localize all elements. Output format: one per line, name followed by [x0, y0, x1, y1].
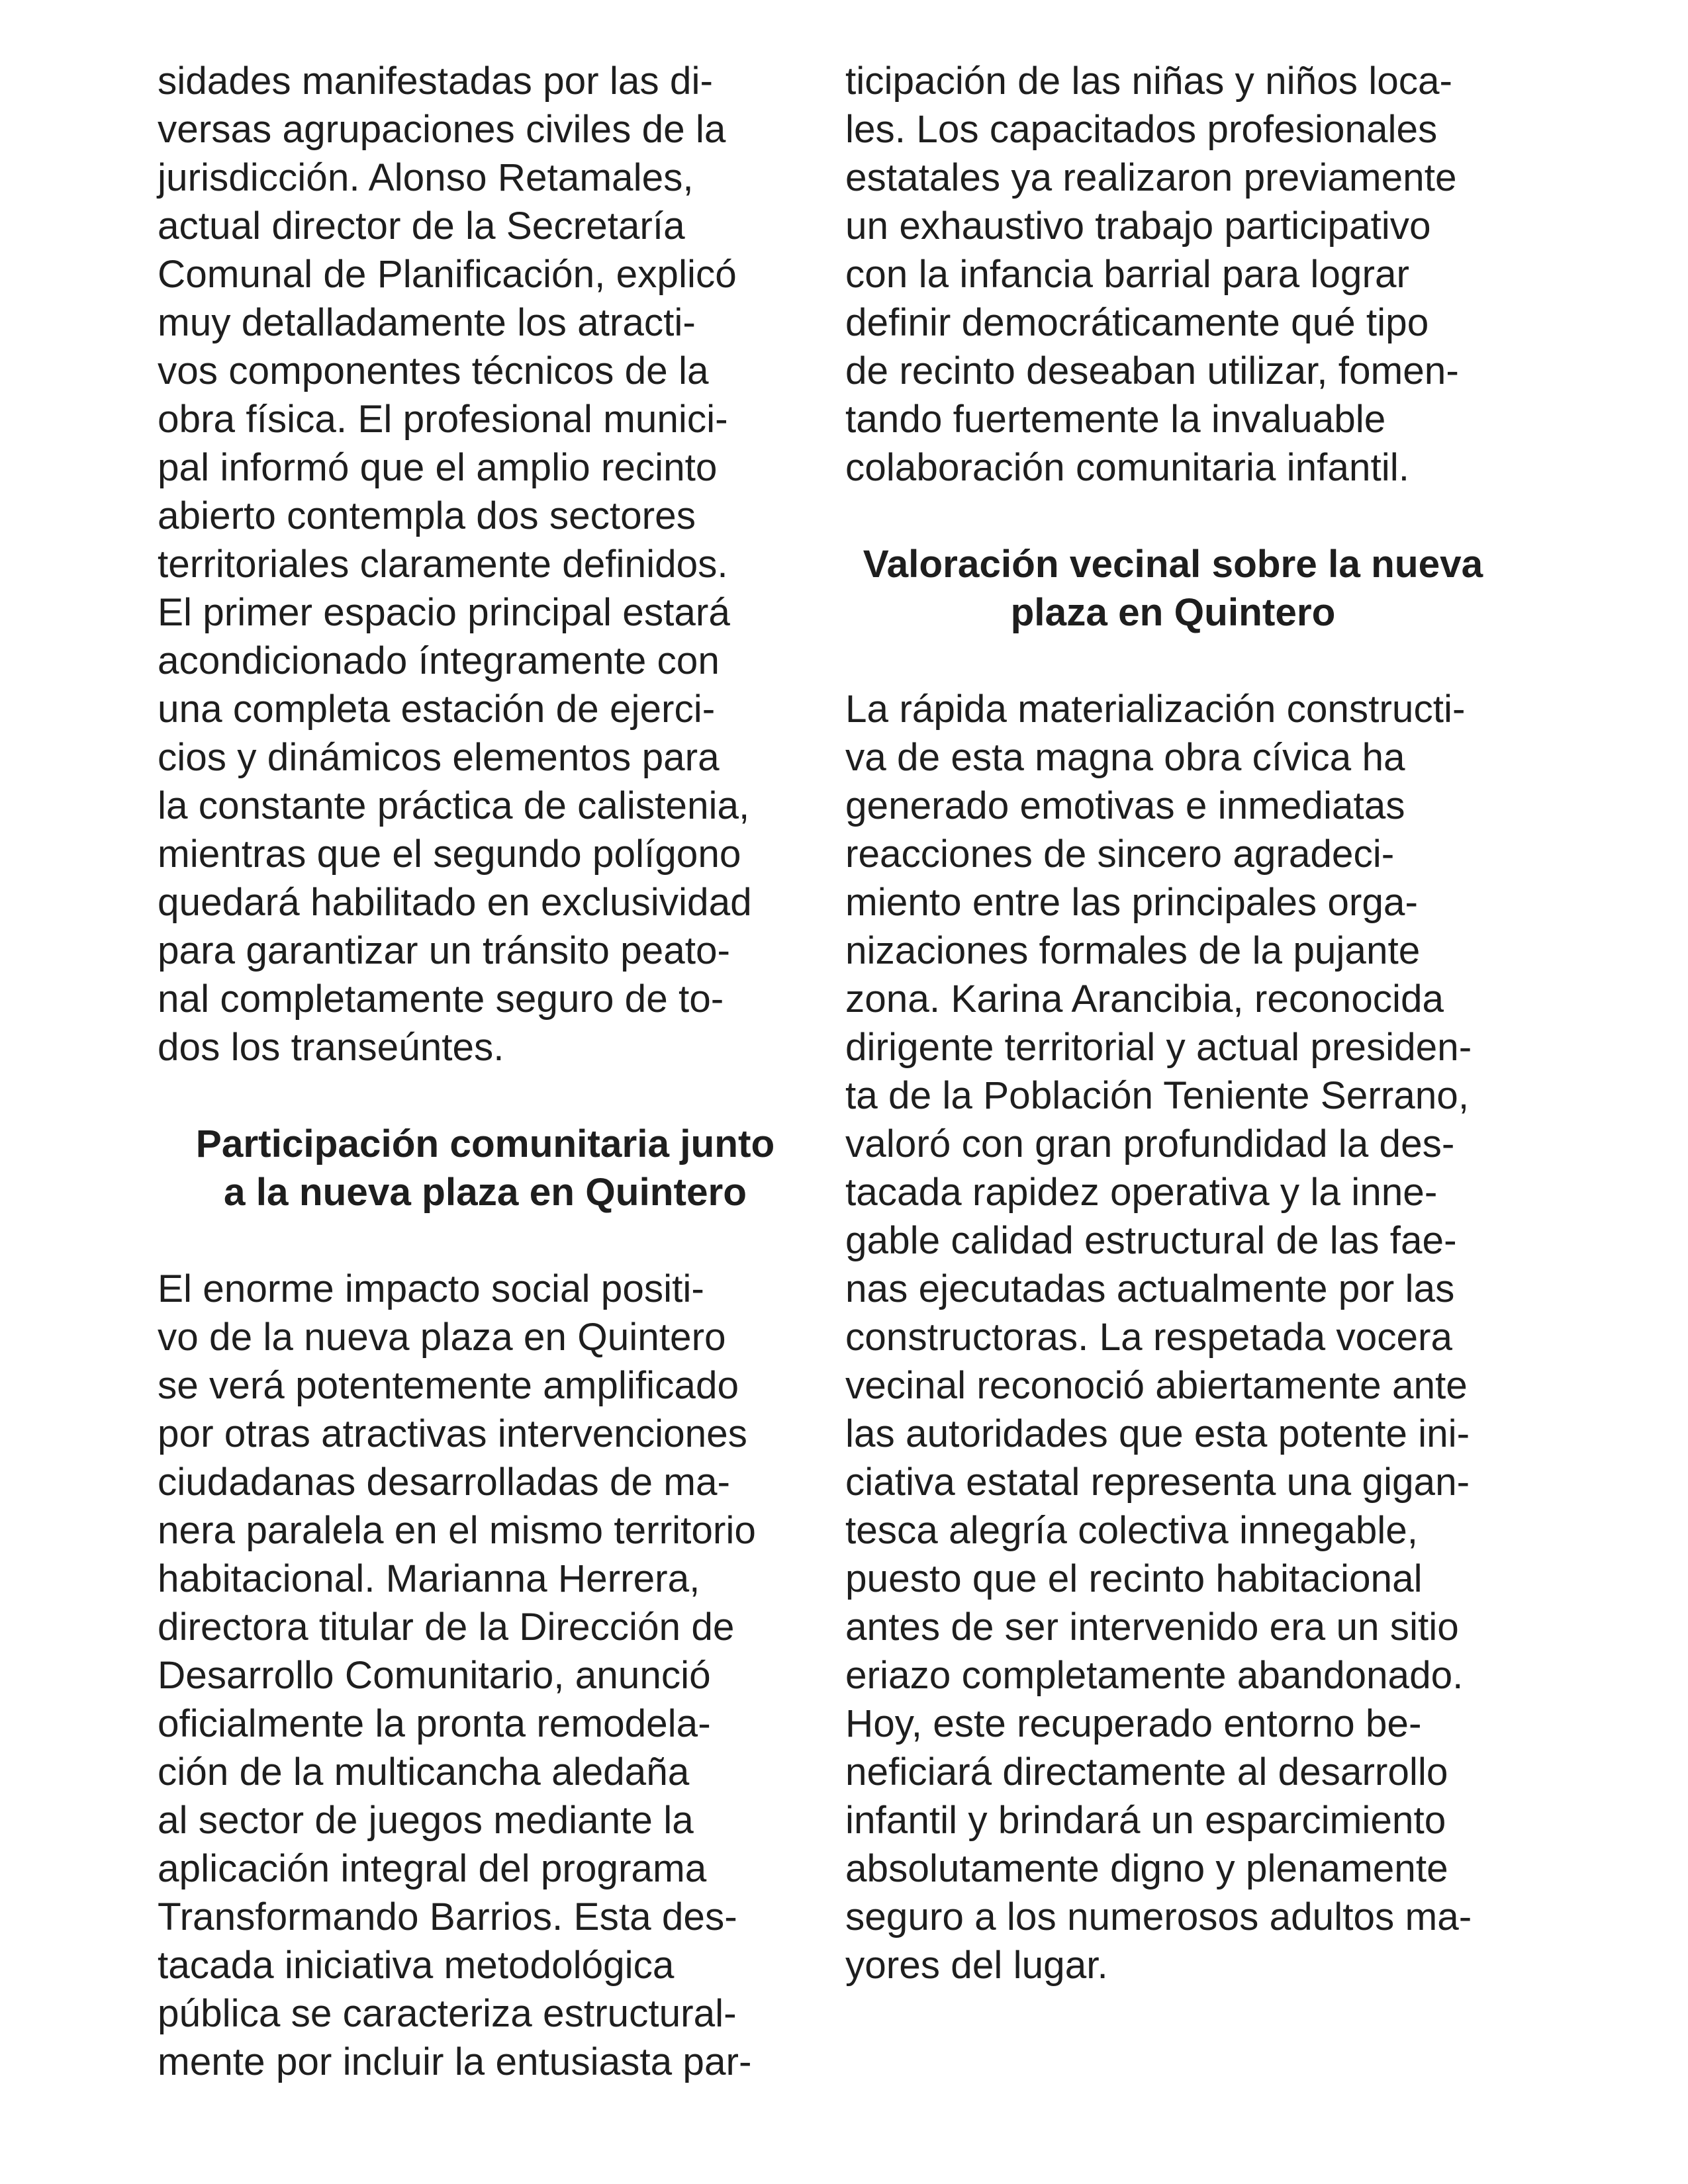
text-line: definir democráticamente qué tipo	[845, 301, 1429, 344]
text-line: por otras atractivas intervenciones	[158, 1412, 747, 1455]
text-line: se verá potentemente amplificado	[158, 1364, 739, 1407]
text-line: una completa estación de ejerci-	[158, 688, 716, 731]
text-line: actual director de la Secretaría	[158, 205, 685, 248]
text-line: valoró con gran profundidad la des-	[845, 1122, 1455, 1165]
text-line: de recinto deseaban utilizar, fomen-	[845, 349, 1459, 392]
text-line: territoriales claramente definidos.	[158, 543, 728, 586]
text-line: ticipación de las niñas y niños loca-	[845, 60, 1453, 103]
text-line: con la infancia barrial para lograr	[845, 253, 1409, 296]
text-line: obra física. El profesional munici-	[158, 398, 728, 441]
text-line: un exhaustivo trabajo participativo	[845, 205, 1431, 248]
text-line: El enorme impacto social positi-	[158, 1267, 704, 1310]
text-line: quedará habilitado en exclusividad	[158, 881, 752, 924]
text-line: infantil y brindará un esparcimiento	[845, 1799, 1446, 1842]
text-line: mientras que el segundo polígono	[158, 833, 741, 876]
text-line: nas ejecutadas actualmente por las	[845, 1267, 1455, 1310]
text-line: El primer espacio principal estará	[158, 591, 730, 634]
text-line: miento entre las principales orga-	[845, 881, 1418, 924]
text-line: ciudadanas desarrolladas de ma-	[158, 1461, 731, 1504]
text-line: versas agrupaciones civiles de la	[158, 108, 726, 151]
text-line: puesto que el recinto habitacional	[845, 1557, 1423, 1600]
text-line: Transformando Barrios. Esta des-	[158, 1895, 737, 1938]
text-line: dos los transeúntes.	[158, 1026, 504, 1069]
section-heading-valoracion	[845, 540, 1501, 637]
heading-line: Participación comunitaria junto	[195, 1122, 775, 1165]
text-line: jurisdicción. Alonso Retamales,	[158, 156, 694, 199]
section-heading-participacion	[158, 1120, 813, 1216]
heading-line: Valoración vecinal sobre la nueva	[863, 543, 1483, 586]
left-column	[158, 57, 813, 2086]
text-line: abierto contempla dos sectores	[158, 494, 696, 537]
text-line: constructoras. La respetada vocera	[845, 1316, 1453, 1359]
text-line: colaboración comunitaria infantil.	[845, 446, 1409, 489]
text-line: tesca alegría colectiva innegable,	[845, 1509, 1419, 1552]
text-line: absolutamente digno y plenamente	[845, 1847, 1448, 1890]
text-line: Comunal de Planificación, explicó	[158, 253, 737, 296]
text-line: ción de la multicancha aledaña	[158, 1751, 690, 1794]
text-line: directora titular de la Dirección de	[158, 1606, 735, 1649]
text-line: neficiará directamente al desarrollo	[845, 1751, 1448, 1794]
text-line: tacada iniciativa metodológica	[158, 1944, 675, 1987]
text-line: vo de la nueva plaza en Quintero	[158, 1316, 726, 1359]
text-line: nera paralela en el mismo territorio	[158, 1509, 756, 1552]
text-line: vos componentes técnicos de la	[158, 349, 709, 392]
text-line: para garantizar un tránsito peato-	[158, 929, 731, 972]
text-line: les. Los capacitados profesionales	[845, 108, 1438, 151]
text-line: la constante práctica de calistenia,	[158, 784, 750, 827]
text-line: va de esta magna obra cívica ha	[845, 736, 1405, 779]
right-paragraph-2	[845, 685, 1501, 1989]
right-column	[845, 57, 1501, 1989]
text-line: nal completamente seguro de to-	[158, 978, 724, 1021]
text-line: Hoy, este recuperado entorno be-	[845, 1702, 1422, 1745]
text-line: acondicionado íntegramente con	[158, 639, 720, 682]
text-line: pública se caracteriza estructural-	[158, 1992, 737, 2035]
text-line: dirigente territorial y actual presiden-	[845, 1026, 1472, 1069]
text-line: zona. Karina Arancibia, reconocida	[845, 978, 1444, 1021]
text-line: tacada rapidez operativa y la inne-	[845, 1171, 1438, 1214]
paragraph-gap	[158, 1216, 813, 1265]
text-line: muy detalladamente los atracti-	[158, 301, 696, 344]
text-line: aplicación integral del programa	[158, 1847, 707, 1890]
text-line: reacciones de sincero agradeci-	[845, 833, 1395, 876]
text-line: ciativa estatal representa una gigan-	[845, 1461, 1470, 1504]
text-line: oficialmente la pronta remodela-	[158, 1702, 711, 1745]
heading-line: a la nueva plaza en Quintero	[224, 1171, 747, 1214]
paragraph-gap	[845, 492, 1501, 540]
text-line: La rápida materialización constructi-	[845, 688, 1466, 731]
text-line: al sector de juegos mediante la	[158, 1799, 694, 1842]
left-paragraph-2	[158, 1265, 813, 2086]
text-line: antes de ser intervenido era un sitio	[845, 1606, 1459, 1649]
paragraph-gap	[845, 637, 1501, 685]
paragraph-gap	[158, 1071, 813, 1120]
heading-line: plaza en Quintero	[1010, 591, 1336, 634]
text-line: generado emotivas e inmediatas	[845, 784, 1405, 827]
text-line: mente por incluir la entusiasta par-	[158, 2040, 752, 2083]
text-line: ta de la Población Teniente Serrano,	[845, 1074, 1470, 1117]
right-paragraph-1	[845, 57, 1501, 492]
text-line: Desarrollo Comunitario, anunció	[158, 1654, 711, 1697]
text-line: eriazo completamente abandonado.	[845, 1654, 1464, 1697]
text-line: yores del lugar.	[845, 1944, 1108, 1987]
text-line: estatales ya realizaron previamente	[845, 156, 1457, 199]
text-line: pal informó que el amplio recinto	[158, 446, 718, 489]
text-line: tando fuertemente la invaluable	[845, 398, 1386, 441]
text-line: cios y dinámicos elementos para	[158, 736, 720, 779]
text-line: nizaciones formales de la pujante	[845, 929, 1421, 972]
text-line: seguro a los numerosos adultos ma-	[845, 1895, 1472, 1938]
left-paragraph-1	[158, 57, 813, 1071]
text-line: habitacional. Marianna Herrera,	[158, 1557, 700, 1600]
text-line: vecinal reconoció abiertamente ante	[845, 1364, 1468, 1407]
text-line: sidades manifestadas por las di-	[158, 60, 713, 103]
text-line: las autoridades que esta potente ini-	[845, 1412, 1470, 1455]
text-line: gable calidad estructural de las fae-	[845, 1219, 1457, 1262]
